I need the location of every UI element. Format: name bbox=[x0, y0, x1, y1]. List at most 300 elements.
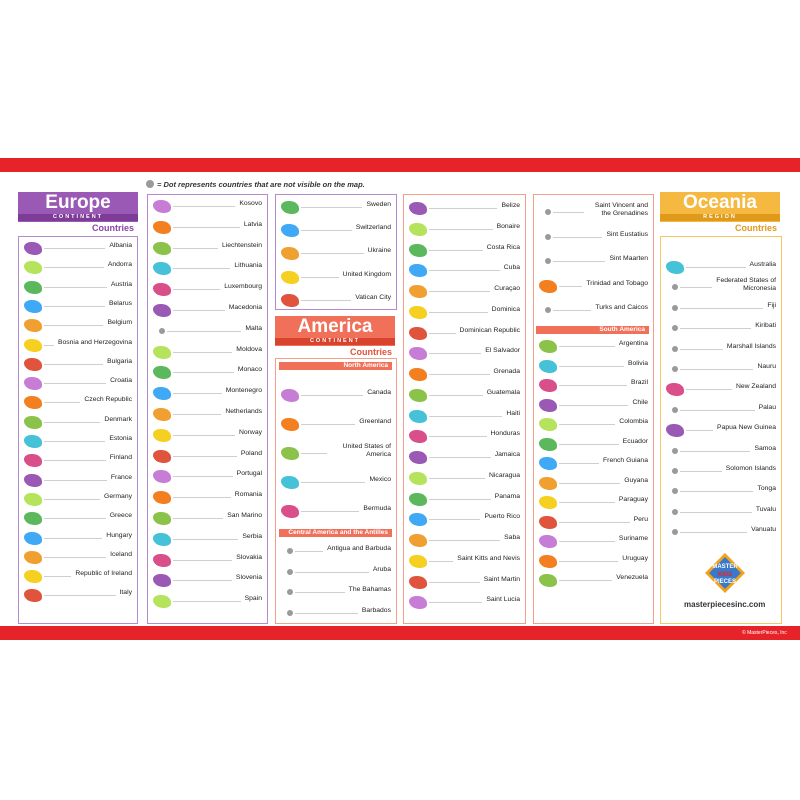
country-row-jamaica bbox=[405, 450, 522, 464]
country-shape-jamaica bbox=[409, 451, 427, 464]
country-label: Grenada bbox=[493, 368, 520, 375]
country-label: Iceland bbox=[110, 550, 132, 558]
country-label: Federated States of Micronesia bbox=[716, 277, 776, 293]
leader-line bbox=[429, 582, 480, 583]
country-label: Australia bbox=[749, 261, 776, 268]
leader-line bbox=[173, 435, 235, 436]
country-label: Haiti bbox=[506, 409, 520, 417]
leader-line bbox=[429, 374, 490, 375]
leader-line bbox=[680, 471, 722, 472]
leader-line bbox=[680, 287, 712, 288]
leader-line bbox=[44, 441, 105, 442]
country-row-honduras bbox=[405, 429, 522, 443]
country-row-peru bbox=[535, 515, 650, 529]
country-shape-san-marino bbox=[153, 512, 171, 525]
leader-line bbox=[553, 261, 605, 262]
country-shape-iceland bbox=[24, 551, 42, 564]
svg-text:KIDS: KIDS bbox=[717, 572, 733, 578]
country-row-bolivia bbox=[535, 359, 650, 373]
country-shape-latvia bbox=[153, 221, 171, 234]
country-row-austria bbox=[20, 280, 134, 294]
country-shape-slovenia bbox=[153, 574, 171, 587]
country-shape-croatia bbox=[24, 377, 42, 390]
legend-text: = Dot represents countries that are not visible on the map. bbox=[157, 180, 365, 189]
grey-dot-icon bbox=[287, 589, 293, 595]
leader-line bbox=[559, 346, 615, 347]
europe-title: Europe bbox=[45, 192, 111, 213]
country-shape-norway bbox=[153, 429, 171, 442]
country-row-guyana bbox=[535, 476, 650, 490]
country-label: Aruba bbox=[372, 565, 391, 573]
country-label: Portugal bbox=[236, 470, 262, 478]
country-label: United Kingdom bbox=[342, 270, 391, 278]
country-label: San Marino bbox=[227, 512, 262, 519]
country-row-paraguay bbox=[535, 495, 650, 509]
country-label: Guatemala bbox=[486, 388, 520, 396]
country-label: France bbox=[110, 473, 132, 481]
country-row-colombia bbox=[535, 417, 650, 431]
central-america-header: Central America and the Antilles bbox=[279, 529, 392, 537]
country-shape-greece bbox=[24, 512, 42, 525]
country-shape-czech-republic bbox=[24, 396, 42, 409]
country-row-new-zealand bbox=[662, 382, 778, 396]
country-shape-costa-rica bbox=[409, 244, 427, 257]
svg-text:MASTER: MASTER bbox=[712, 564, 738, 570]
leader-line bbox=[559, 385, 627, 386]
country-row-palau bbox=[662, 403, 778, 417]
country-label: Albania bbox=[109, 242, 132, 249]
country-label: Republic of Ireland bbox=[75, 570, 132, 578]
website-url[interactable]: masterpiecesinc.com bbox=[684, 600, 766, 609]
country-label: Dominican Republic bbox=[459, 326, 520, 334]
country-row-french-guiana bbox=[535, 456, 650, 470]
leader-line bbox=[173, 539, 238, 540]
leader-line bbox=[301, 230, 352, 231]
country-shape-lithuania bbox=[153, 262, 171, 275]
leader-line bbox=[559, 580, 612, 581]
country-label: Greece bbox=[109, 512, 132, 520]
country-row-malta bbox=[149, 324, 264, 338]
country-shape-argentina bbox=[539, 340, 557, 353]
leader-line bbox=[173, 227, 240, 228]
country-shape-australia bbox=[666, 261, 684, 274]
leader-line bbox=[44, 402, 80, 403]
leader-line bbox=[173, 248, 218, 249]
country-row-norway bbox=[149, 428, 264, 442]
country-shape-montenegro bbox=[153, 387, 171, 400]
country-shape-germany bbox=[24, 493, 42, 506]
leader-line bbox=[429, 436, 487, 437]
country-shape-paraguay bbox=[539, 496, 557, 509]
country-label: Saint Lucia bbox=[486, 596, 520, 604]
country-label: Montenegro bbox=[225, 387, 262, 395]
america-subtitle: CONTINENT bbox=[275, 338, 395, 345]
leader-line bbox=[301, 424, 355, 425]
country-row-tonga bbox=[662, 484, 778, 498]
country-label: Jamaica bbox=[494, 451, 520, 458]
country-shape-kosovo bbox=[153, 200, 171, 213]
country-row-el-salvador bbox=[405, 346, 522, 360]
leader-line bbox=[559, 502, 615, 503]
grey-dot-icon bbox=[672, 305, 678, 311]
country-shape-portugal bbox=[153, 470, 171, 483]
country-row-samoa bbox=[662, 444, 778, 458]
country-row-marshall-islands bbox=[662, 342, 778, 356]
country-row-saba bbox=[405, 533, 522, 547]
country-label: Estonia bbox=[109, 435, 132, 442]
country-row-costa-rica bbox=[405, 243, 522, 257]
leader-line bbox=[173, 518, 223, 519]
country-row-uruguay bbox=[535, 554, 650, 568]
country-shape-cura-ao bbox=[409, 285, 427, 298]
leader-line bbox=[553, 212, 584, 213]
country-shape-saint-lucia bbox=[409, 596, 427, 609]
country-row-suriname bbox=[535, 534, 650, 548]
country-shape-sweden bbox=[281, 201, 299, 214]
country-label: Suriname bbox=[618, 535, 648, 542]
country-row-united-states-of-america bbox=[277, 443, 393, 460]
leader-line bbox=[686, 267, 746, 268]
grey-dot-icon bbox=[672, 407, 678, 413]
country-row-slovenia bbox=[149, 573, 264, 587]
country-row-puerto-rico bbox=[405, 512, 522, 526]
country-label: Sweden bbox=[366, 201, 391, 208]
country-shape-netherlands bbox=[153, 408, 171, 421]
country-row-belgium bbox=[20, 318, 134, 332]
country-label: Saba bbox=[504, 534, 520, 541]
country-row-tuvalu bbox=[662, 505, 778, 519]
country-label: Peru bbox=[633, 515, 648, 523]
leader-line bbox=[429, 229, 493, 230]
country-shape-saba bbox=[409, 534, 427, 547]
country-shape-andorra bbox=[24, 261, 42, 274]
country-label: Tonga bbox=[757, 485, 776, 493]
country-shape-guyana bbox=[539, 477, 557, 490]
leader-line bbox=[173, 560, 232, 561]
country-shape-moldova bbox=[153, 346, 171, 359]
leader-line bbox=[173, 497, 231, 498]
leader-line bbox=[559, 405, 628, 406]
country-row-the-bahamas bbox=[277, 585, 393, 599]
country-label: Serbia bbox=[242, 532, 262, 540]
leader-line bbox=[173, 414, 221, 415]
country-label: Spain bbox=[244, 595, 262, 603]
country-row-iceland bbox=[20, 550, 134, 564]
country-shape-serbia bbox=[153, 533, 171, 546]
leader-line bbox=[173, 268, 230, 269]
country-row-aruba bbox=[277, 565, 393, 579]
country-row-germany bbox=[20, 492, 134, 506]
country-shape-belize bbox=[409, 202, 427, 215]
country-label: Lithuania bbox=[234, 262, 262, 270]
country-label: Turks and Caicos bbox=[595, 304, 648, 311]
country-shape-luxembourg bbox=[153, 283, 171, 296]
leader-line bbox=[559, 424, 615, 425]
country-shape-honduras bbox=[409, 430, 427, 443]
grey-dot-icon bbox=[672, 488, 678, 494]
country-row-lithuania bbox=[149, 261, 264, 275]
country-row-solomon-islands bbox=[662, 464, 778, 478]
grey-dot-icon bbox=[672, 468, 678, 474]
country-row-guatemala bbox=[405, 388, 522, 402]
country-label: Palau bbox=[758, 403, 776, 411]
leader-line bbox=[429, 499, 491, 500]
country-label: Kiribati bbox=[755, 322, 776, 330]
country-label: Poland bbox=[240, 449, 262, 457]
leader-line bbox=[44, 306, 105, 307]
leader-line bbox=[173, 206, 235, 207]
leader-line bbox=[44, 287, 107, 288]
country-label: Romania bbox=[234, 491, 262, 499]
country-shape-puerto-rico bbox=[409, 513, 427, 526]
leader-line bbox=[429, 457, 491, 458]
country-shape-italy bbox=[24, 589, 42, 602]
country-row-dominica bbox=[405, 305, 522, 319]
country-shape-united-states-of-america bbox=[281, 447, 299, 460]
leader-line bbox=[173, 310, 225, 311]
country-shape-greenland bbox=[281, 418, 299, 431]
country-row-belarus bbox=[20, 299, 134, 313]
leader-line bbox=[429, 270, 500, 271]
country-row-trinidad-and-tobago bbox=[535, 279, 650, 293]
country-shape-venezuela bbox=[539, 574, 557, 587]
leader-line bbox=[301, 207, 362, 208]
leader-line bbox=[559, 463, 599, 464]
europe-header bbox=[18, 192, 138, 222]
country-row-vanuatu bbox=[662, 525, 778, 539]
country-shape-france bbox=[24, 474, 42, 487]
leader-line bbox=[173, 580, 232, 581]
country-shape-united-kingdom bbox=[281, 271, 299, 284]
country-label: Malta bbox=[245, 324, 262, 332]
leader-line bbox=[559, 541, 615, 542]
leader-line bbox=[173, 393, 222, 394]
leader-line bbox=[680, 491, 753, 492]
country-row-poland bbox=[149, 449, 264, 463]
country-label: Trinidad and Tobago bbox=[586, 279, 648, 287]
country-row-saint-martin bbox=[405, 575, 522, 589]
country-row-finland bbox=[20, 453, 134, 467]
leader-line bbox=[301, 482, 365, 483]
legend bbox=[146, 180, 365, 189]
country-row-cura-ao bbox=[405, 284, 522, 298]
leader-line bbox=[295, 592, 345, 593]
country-row-liechtenstein bbox=[149, 241, 264, 255]
country-label: Curaçao bbox=[494, 285, 520, 292]
america-header bbox=[275, 316, 395, 346]
leader-line bbox=[44, 595, 116, 596]
country-label: Saint Vincent and the Grenadines bbox=[594, 202, 648, 217]
leader-line bbox=[44, 325, 103, 326]
country-shape-suriname bbox=[539, 535, 557, 548]
leader-line bbox=[429, 602, 482, 603]
country-row-nauru bbox=[662, 362, 778, 376]
leader-line bbox=[44, 480, 107, 481]
country-label: Fiji bbox=[767, 301, 776, 309]
leader-line bbox=[680, 349, 723, 350]
country-shape-bermuda bbox=[281, 505, 299, 518]
country-row-hungary bbox=[20, 531, 134, 545]
country-row-andorra bbox=[20, 260, 134, 274]
leader-line bbox=[559, 483, 620, 484]
country-label: Denmark bbox=[104, 415, 132, 423]
country-label: Nauru bbox=[757, 363, 776, 370]
country-row-belize bbox=[405, 201, 522, 215]
country-shape-saint-martin bbox=[409, 576, 427, 589]
oceania-header bbox=[660, 192, 780, 222]
country-row-cuba bbox=[405, 263, 522, 277]
country-row-ecuador bbox=[535, 437, 650, 451]
leader-line bbox=[559, 522, 630, 523]
leader-line bbox=[680, 308, 763, 309]
country-label: Antigua and Barbuda bbox=[327, 545, 391, 552]
country-shape-dominica bbox=[409, 306, 427, 319]
country-shape-vatican-city bbox=[281, 294, 299, 307]
country-row-republic-of-ireland bbox=[20, 569, 134, 583]
country-shape-canada bbox=[281, 389, 299, 402]
leader-line bbox=[44, 460, 106, 461]
country-row-spain bbox=[149, 594, 264, 608]
leader-line bbox=[301, 395, 363, 396]
country-shape-liechtenstein bbox=[153, 242, 171, 255]
country-row-estonia bbox=[20, 434, 134, 448]
grey-dot-icon bbox=[672, 284, 678, 290]
country-label: Paraguay bbox=[618, 496, 648, 503]
country-row-venezuela bbox=[535, 573, 650, 587]
europe-subtitle: CONTINENT bbox=[18, 214, 138, 221]
leader-line bbox=[44, 345, 54, 346]
grey-dot-icon bbox=[545, 258, 551, 264]
country-shape-monaco bbox=[153, 366, 171, 379]
country-label: Vatican City bbox=[355, 293, 391, 301]
leader-line bbox=[680, 532, 747, 533]
oceania-subtitle: REGION bbox=[660, 214, 780, 221]
country-row-slovakia bbox=[149, 553, 264, 567]
country-label: Sint Maarten bbox=[609, 255, 648, 262]
grey-dot-icon bbox=[545, 234, 551, 240]
leader-line bbox=[680, 328, 751, 329]
country-shape-panama bbox=[409, 493, 427, 506]
leader-line bbox=[295, 572, 369, 573]
country-label: The Bahamas bbox=[348, 586, 391, 593]
country-row-albania bbox=[20, 241, 134, 255]
leader-line bbox=[173, 352, 232, 353]
country-row-greece bbox=[20, 511, 134, 525]
america-countries-label: Countries bbox=[350, 347, 393, 357]
country-label: Panama bbox=[494, 492, 520, 500]
country-label: Mexico bbox=[369, 476, 391, 483]
country-label: Uruguay bbox=[622, 554, 648, 562]
country-row-macedonia bbox=[149, 303, 264, 317]
country-row-switzerland bbox=[277, 223, 393, 237]
country-row-kiribati bbox=[662, 321, 778, 335]
country-label: Belize bbox=[501, 202, 520, 209]
country-label: New Zealand bbox=[735, 383, 776, 391]
country-shape-nicaragua bbox=[409, 472, 427, 485]
country-shape-switzerland bbox=[281, 224, 299, 237]
leader-line bbox=[301, 300, 351, 301]
country-label: Austria bbox=[110, 280, 132, 288]
country-shape-el-salvador bbox=[409, 347, 427, 360]
leader-line bbox=[44, 248, 105, 249]
bottom-red-bar bbox=[0, 626, 800, 640]
country-row-kosovo bbox=[149, 199, 264, 213]
oceania-title: Oceania bbox=[683, 192, 757, 213]
country-row-netherlands bbox=[149, 407, 264, 421]
country-row-nicaragua bbox=[405, 471, 522, 485]
oceania-countries-label: Countries bbox=[735, 223, 778, 233]
country-label: Colombia bbox=[619, 418, 648, 425]
north-america-header: North America bbox=[279, 362, 392, 370]
country-label: Germany bbox=[104, 492, 132, 500]
grey-dot-icon bbox=[545, 209, 551, 215]
country-row-moldova bbox=[149, 345, 264, 359]
country-shape-ukraine bbox=[281, 247, 299, 260]
leader-line bbox=[295, 613, 358, 614]
country-shape-belarus bbox=[24, 300, 42, 313]
grey-dot-icon bbox=[672, 325, 678, 331]
country-shape-papua-new-guinea bbox=[666, 424, 684, 437]
country-label: Monaco bbox=[237, 366, 262, 374]
country-shape-bonaire bbox=[409, 223, 427, 236]
country-label: Sint Eustatius bbox=[606, 230, 648, 238]
country-row-saint-vincent-and-the-grenadines bbox=[535, 202, 650, 219]
country-shape-guatemala bbox=[409, 389, 427, 402]
leader-line bbox=[680, 512, 752, 513]
country-label: Marshall Islands bbox=[726, 342, 776, 350]
country-label: Macedonia bbox=[228, 304, 262, 311]
country-label: Chile bbox=[632, 398, 648, 406]
country-shape-saint-kitts-and-nevis bbox=[409, 555, 427, 568]
country-label: United States of America bbox=[342, 443, 391, 458]
leader-line bbox=[559, 286, 582, 287]
country-shape-bolivia bbox=[539, 360, 557, 373]
country-label: Argentina bbox=[618, 340, 648, 347]
country-row-sweden bbox=[277, 200, 393, 214]
leader-line bbox=[680, 369, 753, 370]
country-label: Cuba bbox=[503, 264, 520, 272]
country-label: Croatia bbox=[110, 377, 132, 385]
leader-line bbox=[429, 208, 497, 209]
country-label: Nicaragua bbox=[489, 471, 520, 479]
country-row-antigua-and-barbuda bbox=[277, 544, 393, 558]
country-label: Norway bbox=[238, 428, 262, 436]
country-label: Bulgaria bbox=[107, 357, 132, 365]
country-label: Bosnia and Herzegovina bbox=[57, 338, 132, 346]
grey-dot-icon bbox=[146, 180, 154, 188]
south-america-header: South America bbox=[536, 326, 649, 334]
country-row-barbados bbox=[277, 606, 393, 620]
leader-line bbox=[429, 353, 481, 354]
leader-line bbox=[559, 366, 624, 367]
country-shape-bosnia-and-herzegovina bbox=[24, 339, 42, 352]
country-row-san-marino bbox=[149, 511, 264, 525]
country-shape-hungary bbox=[24, 532, 42, 545]
leader-line bbox=[173, 476, 233, 477]
leader-line bbox=[173, 601, 241, 602]
country-label: Belarus bbox=[108, 299, 132, 307]
country-shape-trinidad-and-tobago bbox=[539, 280, 557, 293]
country-label: Samoa bbox=[754, 444, 776, 452]
country-label: Ecuador bbox=[622, 437, 648, 445]
leader-line bbox=[680, 410, 755, 411]
country-row-sint-eustatius bbox=[535, 230, 650, 244]
copyright: © MasterPieces, Inc bbox=[742, 630, 787, 636]
leader-line bbox=[429, 561, 453, 562]
country-label: Slovenia bbox=[235, 574, 262, 582]
leader-line bbox=[553, 237, 602, 238]
country-shape-new-zealand bbox=[666, 383, 684, 396]
